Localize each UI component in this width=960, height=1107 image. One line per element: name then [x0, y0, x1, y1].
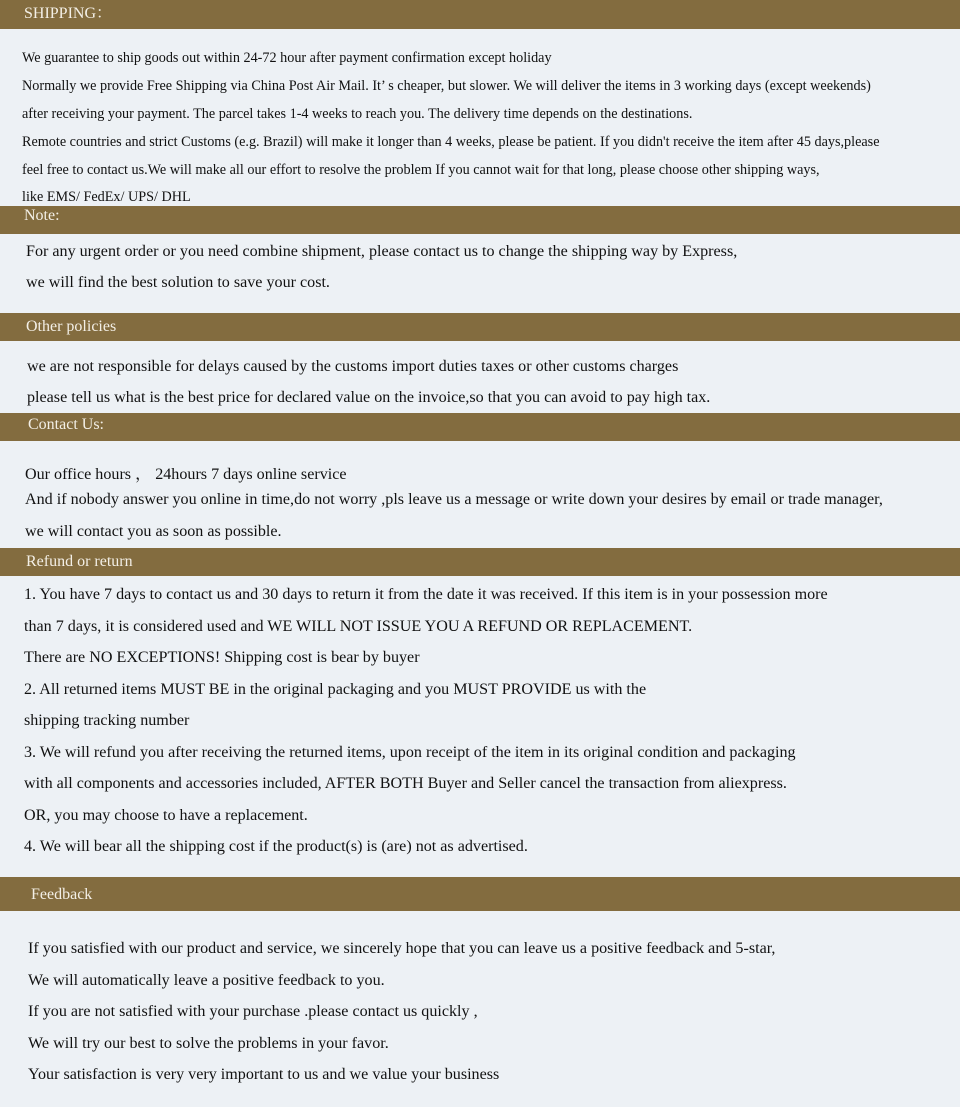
- note-header-bar: [0, 206, 960, 234]
- refund-line: 2. All returned items MUST BE in the original packaging and you MUST PROVIDE us with the: [24, 681, 647, 698]
- contact-header-bar: [0, 413, 960, 441]
- shipping-line: Normally we provide Free Shipping via China Post Air Mail. It’ s cheaper, but slower. We will deliver the items in 3 working days (except weekends): [22, 78, 871, 94]
- contact-line: we will contact you as soon as possible.: [25, 523, 282, 540]
- note-body: [0, 234, 960, 313]
- feedback-line: We will automatically leave a positive feedback to you.: [28, 972, 385, 989]
- refund-line: 3. We will refund you after receiving the returned items, upon receipt of the item in its original condition and packaging: [24, 744, 796, 761]
- feedback-line: If you are not satisfied with your purchase .please contact us quickly ,: [28, 1003, 478, 1020]
- shipping-line: after receiving your payment. The parcel takes 1-4 weeks to reach you. The delivery time depends on the destinations.: [22, 106, 693, 122]
- note-line: we will find the best solution to save your cost.: [26, 274, 330, 291]
- contact-heading: Contact Us:: [28, 416, 104, 433]
- feedback-body: [0, 911, 960, 1107]
- contact-line: And if nobody answer you online in time,do not worry ,pls leave us a message or write down your desires by email or trade manager,: [25, 491, 883, 508]
- refund-body: [0, 576, 960, 877]
- shipping-line: We guarantee to ship goods out within 24-72 hour after payment confirmation except holiday: [22, 50, 552, 66]
- policies-header-bar: [0, 313, 960, 341]
- refund-line: 4. We will bear all the shipping cost if the product(s) is (are) not as advertised.: [24, 838, 528, 855]
- refund-line: There are NO EXCEPTIONS! Shipping cost is bear by buyer: [24, 649, 420, 666]
- shipping-line: Remote countries and strict Customs (e.g. Brazil) will make it longer than 4 weeks, please be patient. If you didn't receive the item after 45 days,please: [22, 134, 880, 150]
- shipping-body: [0, 29, 960, 206]
- refund-header-bar: [0, 548, 960, 576]
- shipping-header-bar: [0, 0, 960, 29]
- feedback-line: If you satisfied with our product and service, we sincerely hope that you can leave us a positive feedback and 5-star,: [28, 940, 776, 957]
- contact-body: [0, 441, 960, 548]
- feedback-line: We will try our best to solve the problems in your favor.: [28, 1035, 389, 1052]
- refund-line: OR, you may choose to have a replacement.: [24, 807, 308, 824]
- note-heading: Note:: [24, 207, 60, 224]
- feedback-header-bar: [0, 877, 960, 911]
- policies-line: we are not responsible for delays caused by the customs import duties taxes or other customs charges: [27, 358, 679, 375]
- policies-heading: Other policies: [26, 318, 117, 335]
- shipping-line: feel free to contact us.We will make all our effort to resolve the problem If you cannot wait for that long, please choose other shipping ways,: [22, 162, 820, 178]
- refund-line: with all components and accessories included, AFTER BOTH Buyer and Seller cancel the transaction from aliexpress.: [24, 775, 787, 792]
- contact-line: Our office hours ， 24hours 7 days online service: [25, 466, 347, 483]
- refund-line: shipping tracking number: [24, 712, 190, 729]
- feedback-heading: Feedback: [31, 886, 93, 903]
- feedback-line: Your satisfaction is very very important to us and we value your business: [28, 1066, 500, 1083]
- shipping-line: like EMS/ FedEx/ UPS/ DHL: [22, 189, 191, 205]
- refund-line: than 7 days, it is considered used and WE WILL NOT ISSUE YOU A REFUND OR REPLACEMENT.: [24, 618, 693, 635]
- policies-line: please tell us what is the best price for declared value on the invoice,so that you can avoid to pay high tax.: [27, 389, 711, 406]
- shipping-heading: SHIPPING：: [24, 5, 113, 22]
- note-line: For any urgent order or you need combine shipment, please contact us to change the shipping way by Express,: [26, 243, 738, 260]
- refund-heading: Refund or return: [26, 553, 133, 570]
- policies-body: [0, 341, 960, 413]
- refund-line: 1. You have 7 days to contact us and 30 days to return it from the date it was received. If this item is in your possession more: [24, 586, 828, 603]
